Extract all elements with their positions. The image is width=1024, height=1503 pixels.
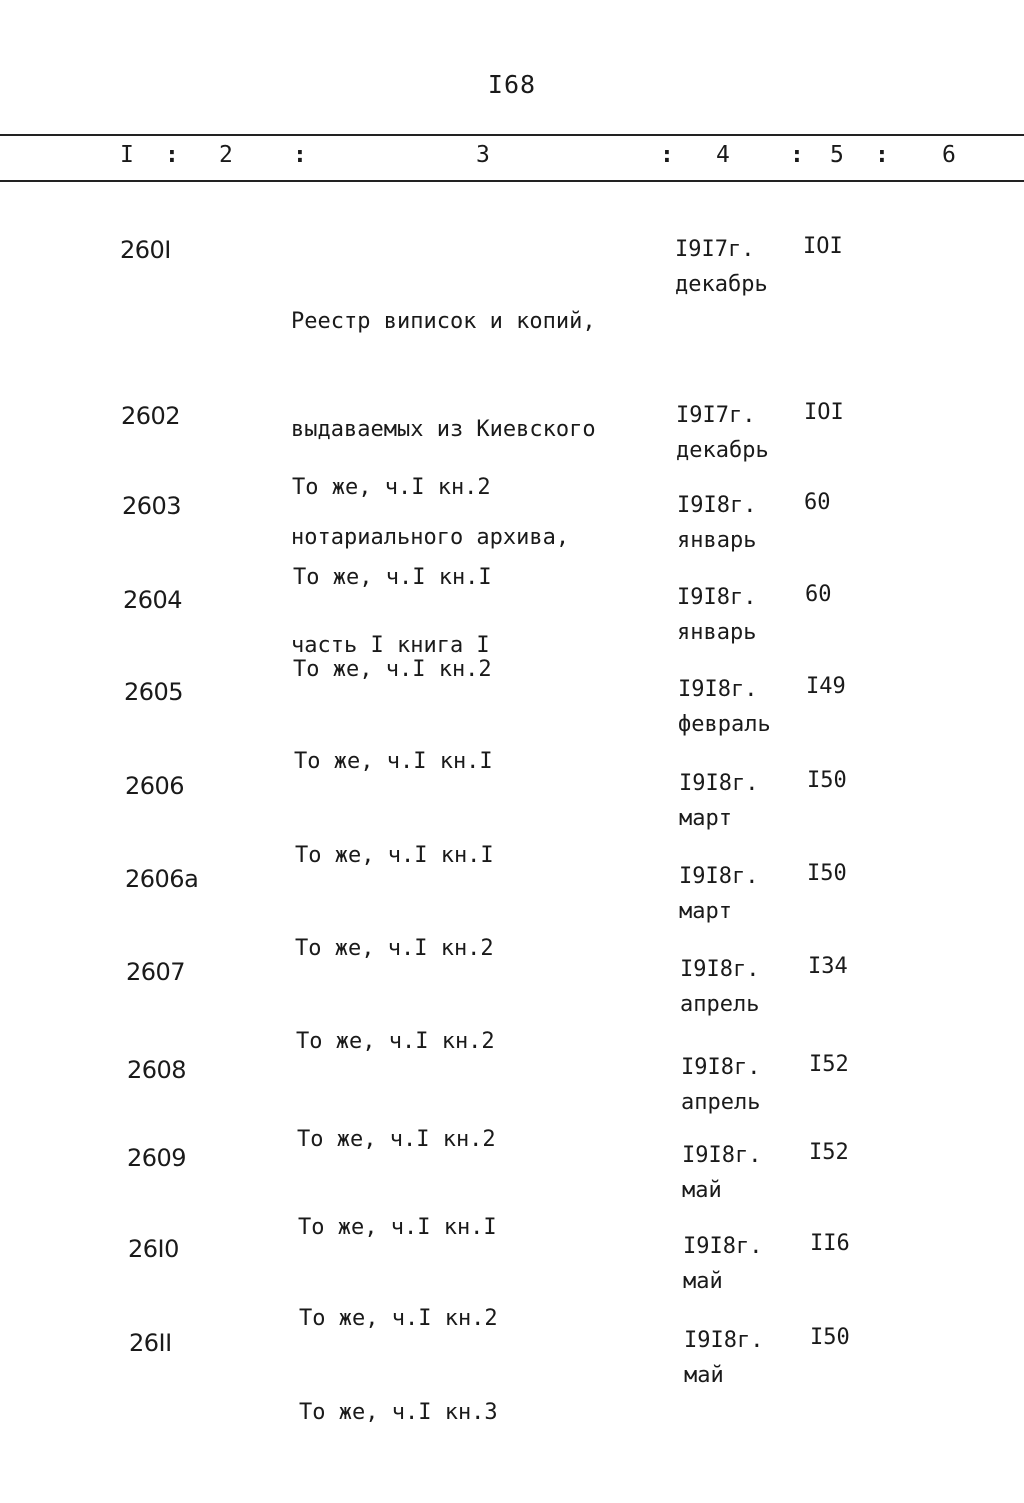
entry-date bbox=[682, 1138, 761, 1208]
entry-sheets: I49 bbox=[806, 674, 846, 699]
entry-year: I9I8г. bbox=[677, 585, 757, 610]
entry-year: I9I8г. bbox=[683, 1234, 763, 1259]
entry-month: январь bbox=[677, 620, 757, 645]
page-number: I68 bbox=[487, 70, 537, 99]
entry-title-line: То же, ч.I кн.2 bbox=[292, 475, 491, 500]
col-separator: : bbox=[165, 142, 179, 168]
entry-title-line: То же, ч.I кн.I bbox=[298, 1215, 497, 1240]
entry-title-line: Реестр виписок и копий, bbox=[291, 309, 596, 334]
entry-date bbox=[675, 232, 768, 302]
entry-title-line: То же, ч.I кн.3 bbox=[299, 1400, 498, 1425]
col-separator: : bbox=[660, 142, 674, 168]
header-top-rule bbox=[0, 134, 1024, 136]
entry-number: 2606 bbox=[125, 772, 185, 800]
entry-year: I9I8г. bbox=[679, 771, 759, 796]
entry-date bbox=[680, 952, 759, 1022]
entry-sheets: I52 bbox=[809, 1140, 849, 1165]
entry-sheets: 60 bbox=[805, 582, 832, 607]
entry-month: май bbox=[684, 1363, 724, 1388]
entry-number: 2603 bbox=[122, 492, 182, 520]
entry-title-line: выдаваемых из Киевского bbox=[291, 417, 596, 442]
entry-title-line: То же, ч.I кн.2 bbox=[297, 1127, 496, 1152]
entry-year: I9I8г. bbox=[679, 864, 759, 889]
entry-year: I9I8г. bbox=[678, 677, 758, 702]
entry-year: I9I8г. bbox=[684, 1328, 764, 1353]
entry-year: I9I8г. bbox=[680, 957, 760, 982]
entry-title-line: То же, ч.I кн.2 bbox=[299, 1306, 498, 1331]
entry-sheets: I34 bbox=[808, 954, 848, 979]
entry-date bbox=[684, 1323, 763, 1393]
col-header-4: 4 bbox=[716, 142, 730, 168]
entry-number: 2608 bbox=[127, 1056, 187, 1084]
entry-title-line: часть I книга I bbox=[291, 633, 490, 658]
entry-number: 26II bbox=[129, 1329, 172, 1357]
col-header-5: 5 bbox=[830, 142, 844, 168]
entry-number: 26I0 bbox=[128, 1235, 179, 1263]
entry-sheets: IOI bbox=[804, 400, 844, 425]
entry-number: 2602 bbox=[121, 402, 181, 430]
col-header-1: I bbox=[120, 142, 134, 168]
entry-date bbox=[681, 1050, 760, 1120]
col-header-6: 6 bbox=[942, 142, 956, 168]
entry-month: декабрь bbox=[675, 272, 768, 297]
entry-title bbox=[299, 1323, 498, 1503]
entry-number: 2604 bbox=[123, 586, 183, 614]
entry-month: апрель bbox=[681, 1090, 761, 1115]
entry-year: I9I8г. bbox=[682, 1143, 762, 1168]
col-header-2: 2 bbox=[219, 142, 233, 168]
entry-year: I9I7г. bbox=[676, 403, 756, 428]
col-separator: : bbox=[875, 142, 889, 168]
entry-title-line: То же, ч.I кн.2 bbox=[293, 657, 492, 682]
header-bottom-rule bbox=[0, 180, 1024, 182]
entry-date bbox=[676, 398, 769, 468]
entry-sheets: I52 bbox=[809, 1052, 849, 1077]
entry-title-line: То же, ч.I кн.I bbox=[294, 749, 493, 774]
col-header-3: 3 bbox=[476, 142, 490, 168]
entry-month: май bbox=[683, 1269, 723, 1294]
entry-date bbox=[683, 1229, 762, 1299]
entry-month: апрель bbox=[680, 992, 760, 1017]
entry-month: март bbox=[679, 899, 732, 924]
entry-year: I9I8г. bbox=[677, 493, 757, 518]
entry-title-line: нотариального архива, bbox=[291, 525, 570, 550]
entry-sheets: I50 bbox=[810, 1325, 850, 1350]
entry-date bbox=[677, 488, 756, 558]
entry-date bbox=[677, 580, 756, 650]
entry-title-line: То же, ч.I кн.I bbox=[293, 565, 492, 590]
entry-sheets: 60 bbox=[804, 490, 831, 515]
entry-year: I9I8г. bbox=[681, 1055, 761, 1080]
entry-title-line: То же, ч.I кн.2 bbox=[295, 936, 494, 961]
entry-month: февраль bbox=[678, 712, 771, 737]
entry-month: январь bbox=[677, 528, 757, 553]
col-separator: : bbox=[293, 142, 307, 168]
entry-title-line: То же, ч.I кн.2 bbox=[296, 1029, 495, 1054]
col-separator: : bbox=[790, 142, 804, 168]
entry-number: 2607 bbox=[126, 958, 186, 986]
entry-sheets: II6 bbox=[810, 1231, 850, 1256]
entry-sheets: I50 bbox=[807, 861, 847, 886]
entry-title-line: То же, ч.I кн.I bbox=[295, 843, 494, 868]
entry-date bbox=[679, 859, 758, 929]
entry-number: 2606а bbox=[125, 865, 199, 893]
entry-sheets: IOI bbox=[803, 234, 843, 259]
entry-date bbox=[679, 766, 758, 836]
entry-number: 260I bbox=[120, 236, 171, 264]
entry-sheets: I50 bbox=[807, 768, 847, 793]
entry-number: 2609 bbox=[127, 1144, 187, 1172]
entry-month: май bbox=[682, 1178, 722, 1203]
entry-month: март bbox=[679, 806, 732, 831]
entry-number: 2605 bbox=[124, 678, 184, 706]
entry-date bbox=[678, 672, 771, 742]
entry-year: I9I7г. bbox=[675, 237, 755, 262]
entry-month: декабрь bbox=[676, 438, 769, 463]
